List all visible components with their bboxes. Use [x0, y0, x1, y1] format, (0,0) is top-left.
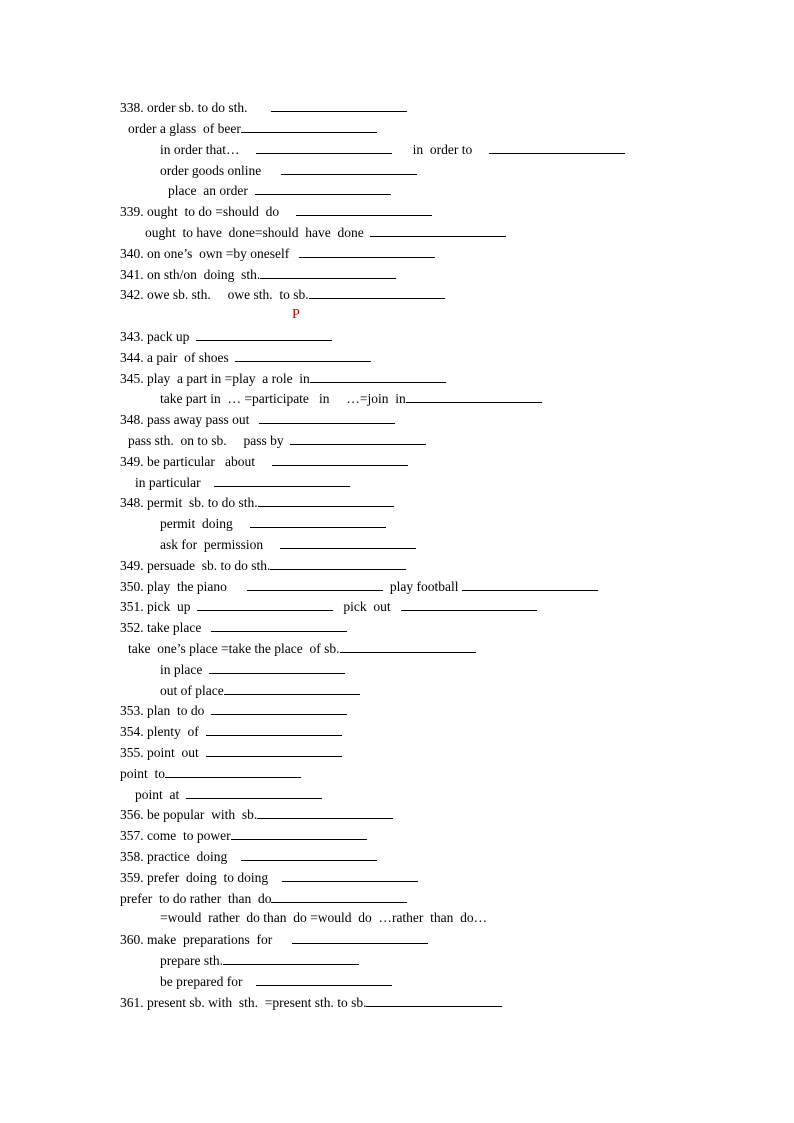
entry-point-to [120, 763, 301, 783]
entry-text: take part in … =participate in …=join in [160, 391, 406, 406]
answer-blank[interactable] [271, 888, 407, 903]
entry-text-2: pick out [333, 599, 401, 614]
answer-blank[interactable] [214, 472, 350, 487]
entry-text: 345. play a part in =play a role in [120, 371, 310, 386]
answer-blank[interactable] [257, 804, 393, 819]
entry-text: 360. make preparations for [120, 932, 293, 947]
entry-349-persuade [120, 555, 406, 575]
answer-blank[interactable] [309, 284, 445, 299]
answer-blank[interactable] [256, 139, 392, 154]
entry-text: 350. play the piano [120, 579, 248, 594]
entry-352 [120, 617, 347, 637]
answer-blank[interactable] [211, 700, 347, 715]
entry-ought-to-have-done [120, 222, 506, 242]
entry-text: 340. on one’s own =by oneself [120, 246, 300, 261]
entry-text: out of place [160, 683, 224, 698]
answer-blank[interactable] [211, 617, 347, 632]
answer-blank[interactable] [366, 992, 502, 1007]
answer-blank[interactable] [296, 201, 432, 216]
entry-text: 348. pass away pass out [120, 412, 260, 427]
entry-text: prefer to do rather than do [120, 891, 272, 906]
entry-text: 357. come to power [120, 828, 231, 843]
entry-text: be prepared for [160, 974, 256, 989]
entry-361 [120, 992, 502, 1012]
answer-blank[interactable] [250, 513, 386, 528]
entry-text: place an order [168, 183, 255, 198]
entry-text: 342. owe sb. sth. owe sth. to sb. [120, 287, 309, 302]
answer-blank[interactable] [247, 576, 383, 591]
answer-blank[interactable] [224, 680, 360, 695]
entry-prefer-to-do [120, 888, 407, 908]
entry-text: =would rather do than do =would do …rather than do… [160, 910, 488, 925]
entry-point-at [120, 784, 322, 804]
entry-be-prepared-for [120, 971, 392, 991]
entry-text: prepare sth. [160, 953, 223, 968]
entry-text: 349. be particular about [120, 454, 272, 469]
answer-blank[interactable] [259, 409, 395, 424]
entry-text: 361. present sb. with sth. =present sth. to sb. [120, 995, 367, 1010]
entry-text: point to [120, 766, 166, 781]
entry-text: in order that… [160, 142, 257, 157]
answer-blank[interactable] [489, 139, 625, 154]
answer-blank[interactable] [197, 596, 333, 611]
entry-351 [120, 596, 537, 616]
answer-blank[interactable] [271, 97, 407, 112]
entry-text: take one’s place =take the place of sb. [128, 641, 340, 656]
entry-359 [120, 867, 418, 887]
entry-text: 356. be popular with sb. [120, 807, 258, 822]
entry-text: point at [135, 787, 186, 802]
answer-blank[interactable] [299, 243, 435, 258]
answer-blank[interactable] [165, 763, 301, 778]
entry-text: order goods online [160, 163, 282, 178]
answer-blank[interactable] [370, 222, 506, 237]
entry-358 [120, 846, 377, 866]
answer-blank[interactable] [282, 867, 418, 882]
entry-text-2: play football [383, 579, 462, 594]
answer-blank[interactable] [310, 368, 446, 383]
entry-text-2: in order to [392, 142, 490, 157]
entry-text: 355. point out [120, 745, 206, 760]
entry-text: ought to have done=should have done [145, 225, 371, 240]
entry-prepare-sth [120, 950, 359, 970]
entry-text: pass sth. on to sb. pass by [128, 433, 291, 448]
entry-text: in particular [135, 475, 215, 490]
entry-text: permit doing [160, 516, 250, 531]
answer-blank[interactable] [186, 784, 322, 799]
entry-text: order a glass of beer [128, 121, 241, 136]
entry-pass-on [120, 430, 426, 450]
entry-353 [120, 700, 347, 720]
answer-blank[interactable] [223, 950, 359, 965]
entry-360 [120, 929, 428, 949]
entry-text: 354. plenty of [120, 724, 206, 739]
entry-348-permit [120, 492, 394, 512]
entry-349-particular [120, 451, 408, 471]
entry-text: 353. plan to do [120, 703, 212, 718]
entry-344 [120, 347, 371, 367]
entry-take-ones-place [120, 638, 476, 658]
entry-text: 352. take place [120, 620, 212, 635]
answer-blank[interactable] [270, 555, 406, 570]
entry-ask-for-permission [120, 534, 416, 554]
answer-blank[interactable] [256, 971, 392, 986]
entry-345 [120, 368, 446, 388]
answer-blank[interactable] [241, 846, 377, 861]
entry-356 [120, 804, 393, 824]
entry-348-pass-away [120, 409, 395, 429]
answer-blank[interactable] [406, 388, 542, 403]
answer-blank[interactable] [206, 742, 342, 757]
entry-order-goods-online [120, 160, 417, 180]
entry-text: 338. order sb. to do sth. [120, 100, 272, 115]
entry-take-part-in [120, 388, 542, 408]
entry-permit-doing [120, 513, 386, 533]
answer-blank[interactable] [209, 659, 345, 674]
answer-blank[interactable] [255, 180, 391, 195]
answer-blank[interactable] [290, 430, 426, 445]
answer-blank[interactable] [235, 347, 371, 362]
entry-text: 358. practice doing [120, 849, 241, 864]
entry-342 [120, 284, 445, 304]
entry-339 [120, 201, 432, 221]
entry-text: 339. ought to do =should do [120, 204, 296, 219]
entry-text: in place [160, 662, 210, 677]
entry-text: 344. a pair of shoes [120, 350, 236, 365]
entry-text: 351. pick up [120, 599, 198, 614]
entry-in-place [120, 659, 345, 679]
entry-355 [120, 742, 342, 762]
entry-out-of-place [120, 680, 360, 700]
entry-341 [120, 264, 396, 284]
answer-blank[interactable] [241, 118, 377, 133]
answer-blank[interactable] [258, 492, 394, 507]
entry-place-an-order [120, 180, 391, 200]
entry-in-order-that [120, 139, 625, 159]
entry-340 [120, 243, 435, 263]
answer-blank[interactable] [401, 596, 537, 611]
entry-338 [120, 97, 407, 117]
entry-text: 349. persuade sb. to do sth. [120, 558, 271, 573]
entry-343 [120, 326, 332, 346]
answer-blank[interactable] [272, 451, 408, 466]
answer-blank[interactable] [206, 721, 342, 736]
answer-blank[interactable] [231, 825, 367, 840]
entry-in-particular [120, 472, 350, 492]
answer-blank[interactable] [196, 326, 332, 341]
answer-blank[interactable] [281, 160, 417, 175]
answer-blank[interactable] [280, 534, 416, 549]
entry-text: 348. permit sb. to do sth. [120, 495, 258, 510]
entry-text: 359. prefer doing to doing [120, 870, 282, 885]
entry-text: 343. pack up [120, 329, 197, 344]
section-heading-p: P [292, 307, 300, 322]
entry-text: ask for permission [160, 537, 280, 552]
entry-order-a-glass [120, 118, 377, 138]
answer-blank[interactable] [340, 638, 476, 653]
entry-350 [120, 576, 598, 596]
entry-text: 341. on sth/on doing sth. [120, 267, 261, 282]
answer-blank[interactable] [292, 929, 428, 944]
entry-357 [120, 825, 367, 845]
answer-blank[interactable] [462, 576, 598, 591]
answer-blank[interactable] [260, 264, 396, 279]
entry-354 [120, 721, 342, 741]
entry-would-rather [120, 908, 487, 928]
